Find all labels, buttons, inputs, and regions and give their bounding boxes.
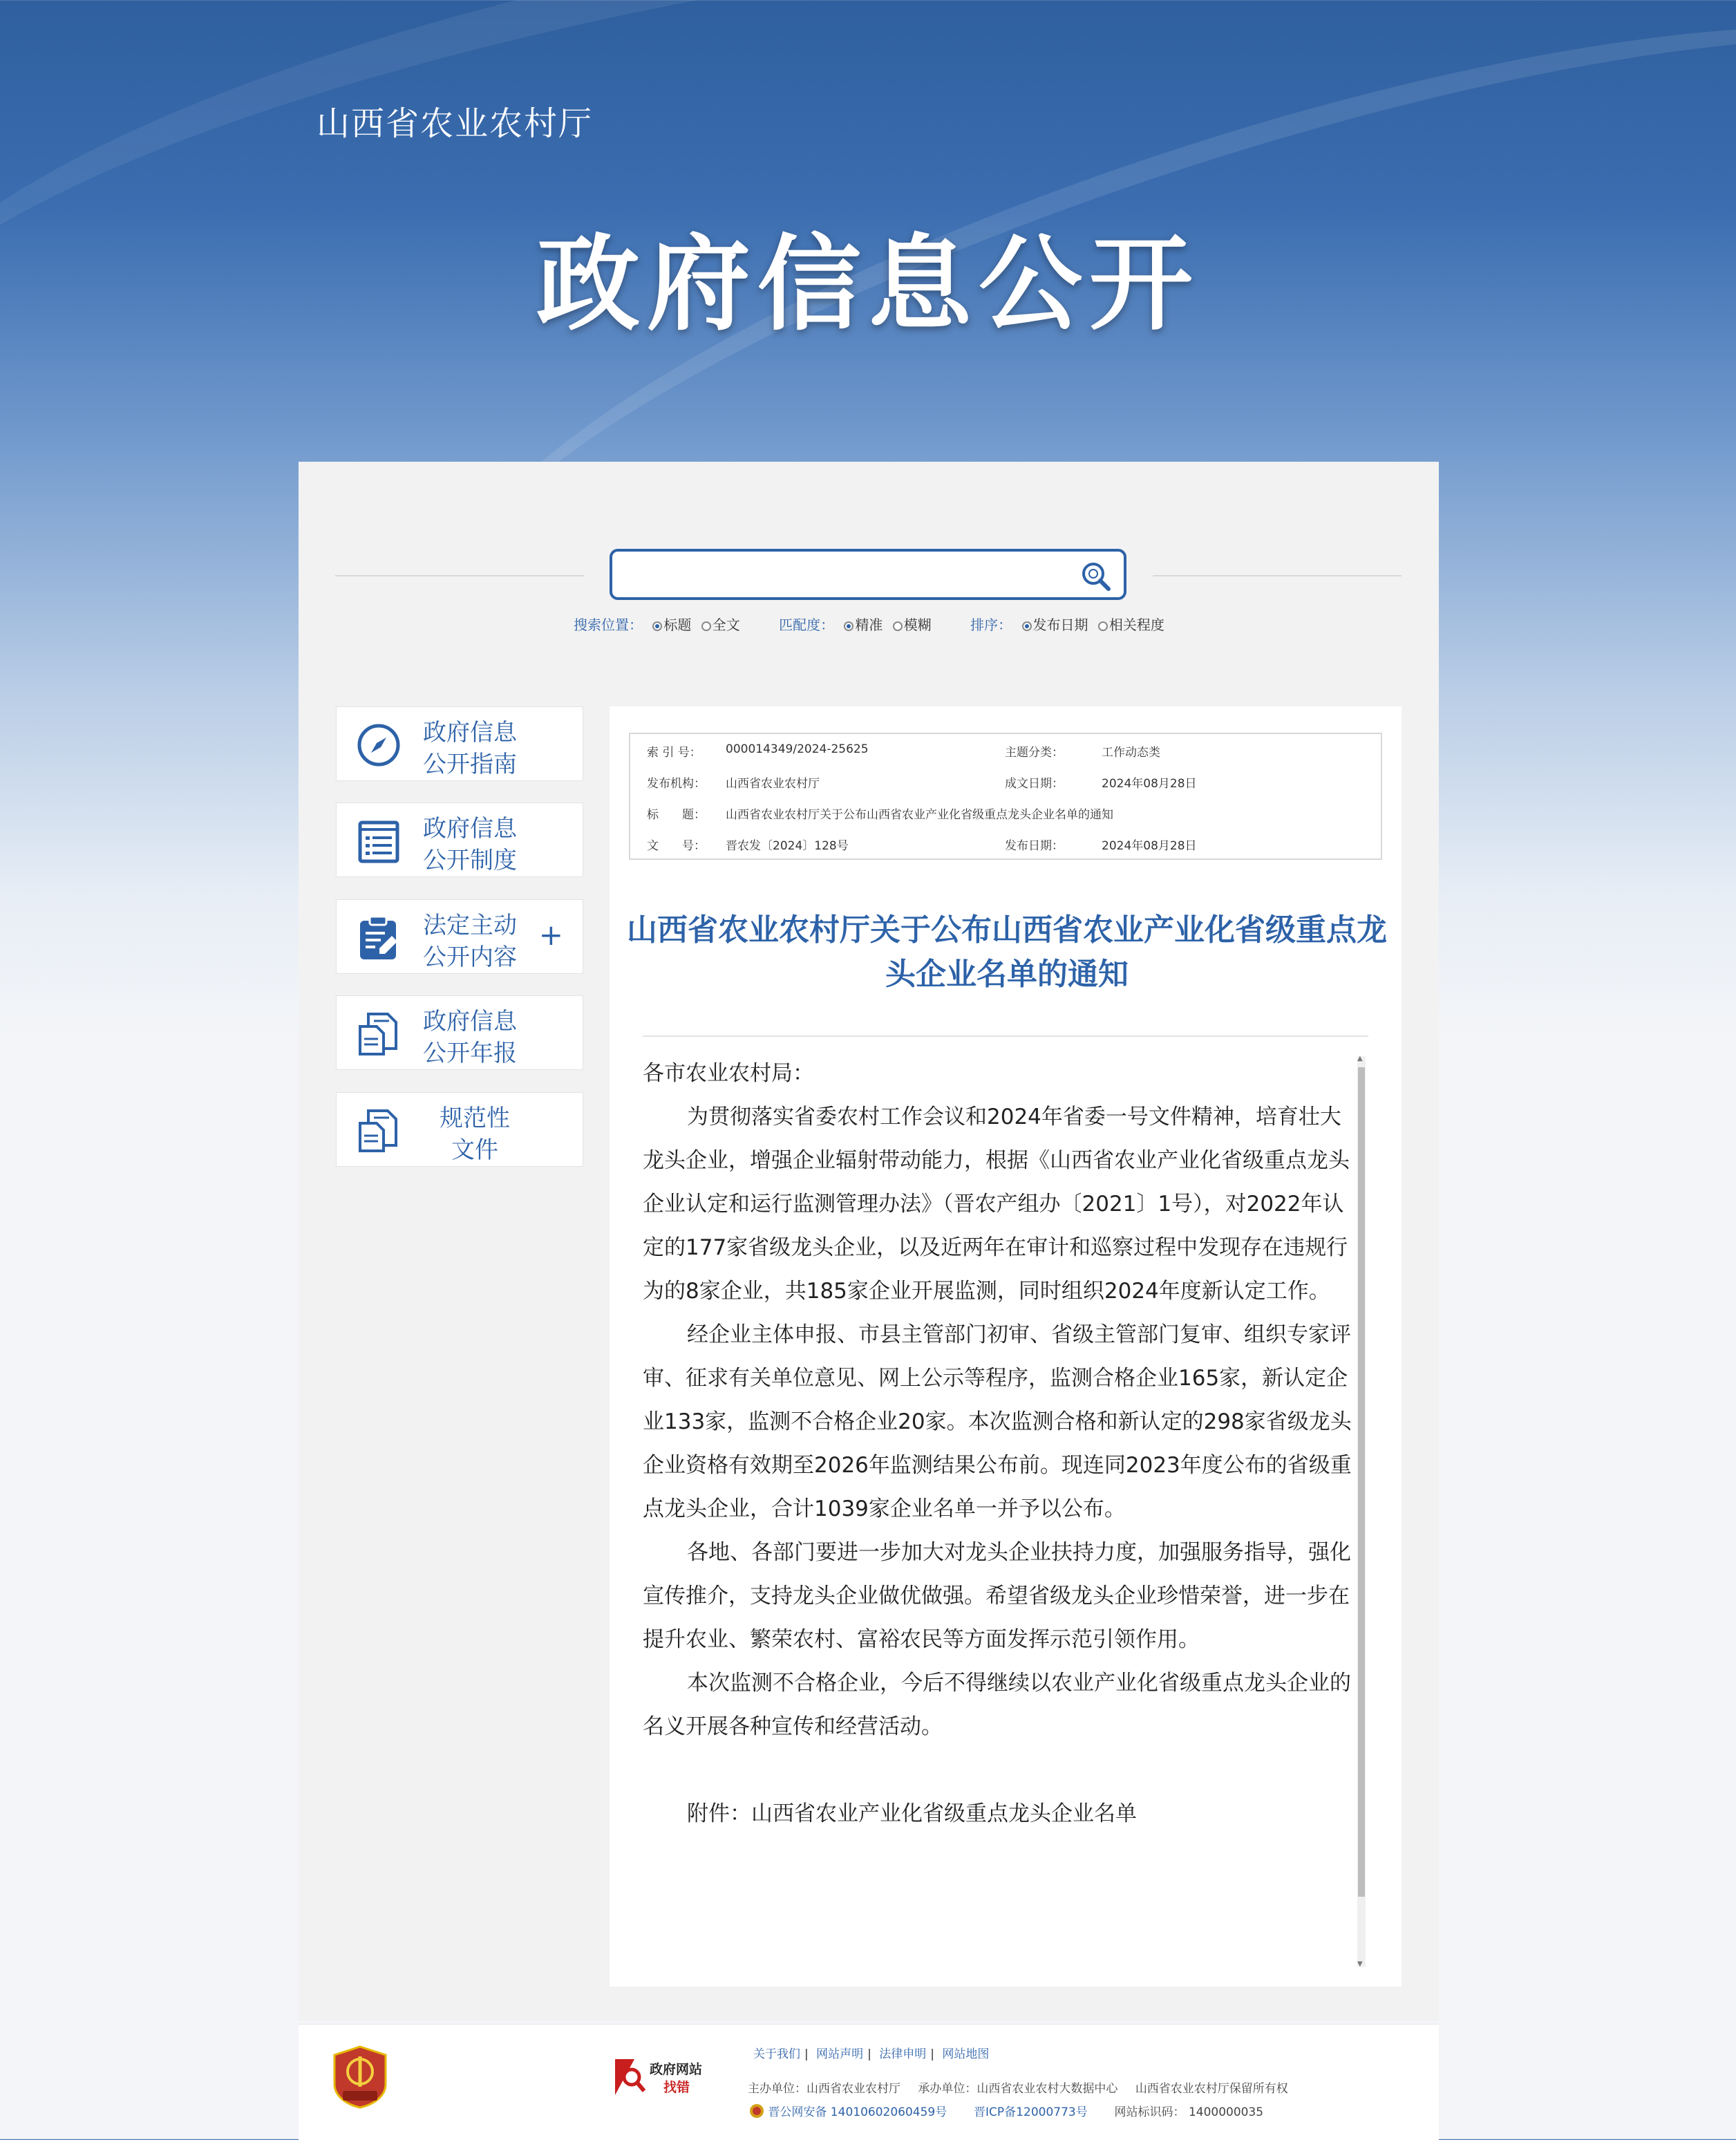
paragraph: 经企业主体申报、市县主管部门初审、省级主管部门复审、组织专家评审、征求有关单位意见、网上公示等程序，监测合格企业165家，新认定企业133家，监测不合格企业20家。本次监测合格和新认定的298家省级龙头企业资格有效期至2026年监测结果公布前。现连同2023年度公布的省级重点龙头企业，合计1039家企业名单一并予以公布。 [643,1322,1352,1521]
document-body [643,1052,1355,1836]
radio-date[interactable] [1022,621,1032,631]
search-options [574,614,1168,634]
meta-row: 发布机构： 山西省农业农村厅 成文日期： 2024年08月28日 [630,773,1381,798]
meta-row: 文 号： 晋农发〔2024〕128号 发布日期： 2024年08月28日 [630,836,1381,861]
police-record[interactable]: 晋公网安备 14010602060459号 [768,2105,947,2119]
meta-row: 索 引 号： 000014349/2024-25625 主题分类： 工作动态类 [647,742,1160,760]
radio-fulltext[interactable] [701,621,711,631]
document-number: 晋农发〔2024〕128号 [726,839,849,853]
published-date: 2024年08月28日 [1102,839,1197,853]
search-button[interactable] [1077,559,1114,593]
salutation: 各市农业农村局： [643,1061,814,1086]
sidebar-item-statutory[interactable] [336,899,583,974]
search-position-label: 搜索位置： [574,617,643,633]
icp-record[interactable]: 晋ICP备12000773号 [974,2105,1088,2119]
document-meta-table [629,733,1382,860]
radio-fulltext-label[interactable]: 全文 [712,617,740,633]
topic-category: 工作动态类 [1102,746,1160,760]
footer-link-legal[interactable]: 法律申明 [879,2047,927,2061]
sidebar-item-normative-docs[interactable] [336,1092,583,1167]
party-government-emblem[interactable] [333,2045,387,2109]
site-code: 1400000035 [1188,2105,1264,2119]
radio-exact-label[interactable]: 精准 [855,617,883,633]
site-name[interactable]: 山西省农业农村厅 [317,104,594,143]
undertaker-unit: 承办单位：山西省农业农村大数据中心 [918,2082,1118,2096]
radio-date-label[interactable]: 发布日期 [1032,617,1088,633]
meta-title: 山西省农业农村厅关于公布山西省农业产业化省级重点龙头企业名单的通知 [726,808,1113,822]
scrollbar-thumb[interactable] [1358,1067,1365,1897]
sidebar-item-rules[interactable] [336,802,583,877]
copyright: 山西省农业农村厅保留所有权 [1135,2082,1288,2096]
document-content [610,706,1402,1987]
banner-title: 政府信息公开 [536,225,1200,345]
footer-link-sitemap[interactable]: 网站地图 [942,2047,990,2061]
list-document-icon [356,818,402,864]
search-box [610,549,1126,600]
police-badge-icon [749,2103,764,2119]
site-code-label: 网站标识码： [1114,2105,1185,2119]
scroll-up-arrow-icon[interactable]: ▲ [1357,1055,1363,1062]
radio-relevance[interactable] [1098,621,1108,631]
footer-links: 关于我们 | 网站声明 | 法律申明 | 网站地图 [753,2047,990,2061]
footer-records [749,2102,1263,2119]
search-sort-label: 排序： [970,617,1012,633]
footer-link-statement[interactable]: 网站声明 [816,2047,864,2061]
search-match-group [779,614,932,634]
sidebar-item-guide[interactable] [336,706,583,781]
sidebar-item-label: 政府信息 公开制度 [423,815,517,874]
radio-fuzzy[interactable] [893,621,903,631]
footer-link-about[interactable]: 关于我们 [753,2047,800,2061]
radio-title[interactable] [652,621,662,631]
radio-relevance-label[interactable]: 相关程度 [1108,617,1164,633]
search-match-label: 匹配度： [779,617,835,633]
search-position-group [574,614,740,634]
radio-title-label[interactable]: 标题 [663,617,692,633]
footer-info [748,2078,1302,2096]
footer [299,2024,1439,2140]
scroll-down-arrow-icon[interactable]: ▼ [1357,1960,1363,1968]
sidebar-item-label: 规范性 文件 [440,1105,510,1164]
meta-row: 标 题： 山西省农业农村厅关于公布山西省农业产业化省级重点龙头企业名单的通知 [630,805,1381,829]
sidebar-item-label: 政府信息 公开指南 [423,719,517,778]
compass-icon [356,722,402,768]
clipboard-edit-icon [356,915,402,961]
attachment-link[interactable]: 附件：山西省农业产业化省级重点龙头企业名单 [687,1801,1137,1826]
search-sort-group [970,614,1164,634]
paragraph: 本次监测不合格企业，今后不得继续以农业产业化省级重点龙头企业的名义开展各种宣传和经营活动。 [643,1671,1351,1739]
divider [335,575,584,576]
search-icon [1077,559,1114,593]
created-date: 2024年08月28日 [1102,777,1197,791]
sidebar-item-label: 法定主动 公开内容 [423,912,517,971]
sidebar-item-label: 政府信息 公开年报 [423,1008,517,1067]
paragraph: 各地、各部门要进一步加大对龙头企业扶持力度，加强服务指导，强化宣传推介，支持龙头企业做优做强。希望省级龙头企业珍惜荣誉，进一步在提升农业、繁荣农村、富裕农民等方面发挥示范引领作用。 [643,1540,1351,1652]
host-unit: 主办单位：山西省农业农村厅 [748,2082,900,2096]
paragraph: 为贯彻落实省委农村工作会议和2024年省委一号文件精神，培育壮大龙头企业，增强企业辐射带动能力，根据《山西省农业产业化省级重点龙头企业认定和运行监测管理办法》（晋农产组办〔2021〕1号），对2022年认定的177家省级龙头企业，以及近两年在审计和巡察过程中发现存在违规行为的8家企业，共185家企业开展监测，同时组织2024年度新认定工作。 [643,1105,1350,1304]
file-stack-icon [356,1108,402,1154]
expand-icon[interactable]: + [538,918,563,952]
publishing-org: 山西省农业农村厅 [726,777,820,791]
document-title: 山西省农业农村厅关于公布山西省农业产业化省级重点龙头企业名单的通知 [627,912,1387,992]
divider [643,1035,1368,1037]
search-input[interactable] [621,557,1066,593]
magnifier-icon [614,2056,648,2098]
file-stack-icon [356,1011,402,1057]
government-site-error-report[interactable]: 政府网站 找错 [614,2052,724,2101]
sidebar-item-annual-report[interactable] [336,995,583,1070]
radio-exact[interactable] [844,621,853,631]
radio-fuzzy-label[interactable]: 模糊 [903,617,932,633]
divider [1153,575,1402,576]
index-number: 000014349/2024-25625 [726,742,869,756]
